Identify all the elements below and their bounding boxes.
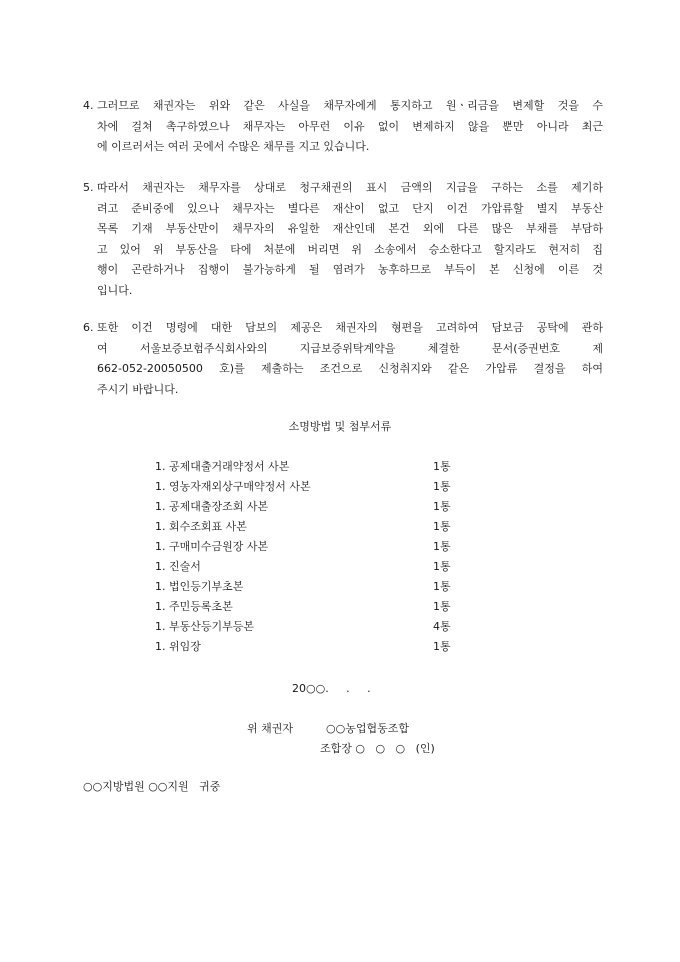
paragraph-number: 4. [83,99,94,112]
paragraph-line: 또한 이건 명령에 대한 담보의 제공은 채권자의 형편을 고려하여 담보금 공탁에 관하 [97,321,603,334]
paragraph-5 [83,178,603,301]
attachment-label: 1. 영농자재외상구매약정서 사본 [155,480,311,493]
paragraph-line: 에 이르러서는 여러 곳에서 수많은 채무를 지고 있습니다. [97,140,370,153]
attachment-item [155,578,455,598]
attachment-item [155,518,455,538]
attachments-heading: 소명방법 및 첨부서류 [288,420,392,433]
paragraph-line: 고 있어 위 부동산을 타에 처분에 버리면 위 소송에서 승소한다고 할지라도 현저히 집 [97,242,603,256]
paragraph-6 [83,318,603,400]
attachment-label: 1. 진술서 [155,560,201,573]
paragraph-line: 려고 준비중에 있으나 채무자는 별다른 재산이 없고 단지 이건 가압류할 별지 부동산 [97,201,603,215]
attachment-item [155,498,455,518]
attachment-qty: 4통 [433,620,451,633]
attachment-item [155,598,455,618]
attachment-label: 1. 주민등록초본 [155,600,233,613]
paragraph-line: 입니다. [97,283,133,297]
attachment-item [155,618,455,638]
creditor-label: 위 채권자 [247,722,294,735]
paragraph-number: 5. [83,181,94,194]
attachment-label: 1. 법인등기부초본 [155,580,244,593]
paragraph-line: 그러므로 채권자는 위와 같은 사실을 채무자에게 통지하고 원ㆍ리금을 변제할 것을 수 [97,99,603,112]
filing-date: 20○○. . . [292,682,371,695]
paragraph-line: 여 서울보증보험주식회사와의 지급보증위탁계약을 체결한 문서(증권번호 제 [97,341,603,355]
chairman-signature: 조합장 ○ ○ ○ (인) [320,742,435,755]
creditor-name: ○○농업협동조합 [326,722,409,735]
attachment-qty: 1통 [433,640,451,653]
paragraph-line: 주시기 바랍니다. [97,382,179,396]
attachment-item [155,478,455,498]
attachment-label: 1. 부동산등기부등본 [155,620,254,633]
attachment-label: 1. 공제대출거래약정서 사본 [155,460,290,473]
attachment-qty: 1통 [433,540,451,553]
attachment-item [155,538,455,558]
attachment-qty: 1통 [433,500,451,513]
attachment-item [155,458,455,478]
attachment-qty: 1통 [433,520,451,533]
attachment-qty: 1통 [433,460,451,473]
court-addressee: ○○지방법원 ○○지원 귀중 [83,780,221,793]
attachment-item [155,638,455,658]
paragraph-line: 행이 곤란하거나 집행이 불가능하게 될 염려가 농후하므로 부득이 본 신청에 이른 것 [97,263,603,276]
paragraph-line: 목록 기재 부동산만이 채무자의 유일한 재산인데 본건 외에 다른 많은 부채를 부담하 [97,222,603,235]
paragraph-line: 662-052-20050500 호)를 제출하는 조건으로 신청취지와 같은 가압류 결정을 하여 [97,362,603,375]
paragraph-number: 6. [83,321,94,334]
attachment-item [155,558,455,578]
attachment-label: 1. 위임장 [155,640,201,653]
attachment-label: 1. 구매미수금원장 사본 [155,540,269,553]
paragraph-4 [83,96,603,158]
paragraph-line: 따라서 채권자는 채무자를 상대로 청구채권의 표시 금액의 지급을 구하는 소를 제기하 [97,181,603,194]
attachment-qty: 1통 [433,480,451,493]
attachment-qty: 1통 [433,560,451,573]
attachment-qty: 1통 [433,580,451,593]
paragraph-line: 차에 걸쳐 촉구하였으나 채무자는 아무런 이유 없이 변제하지 않을 뿐만 아니라 최근 [97,119,603,133]
attachment-qty: 1통 [433,600,451,613]
attachment-label: 1. 회수조회표 사본 [155,520,247,533]
attachment-label: 1. 공제대출장조회 사본 [155,500,269,513]
